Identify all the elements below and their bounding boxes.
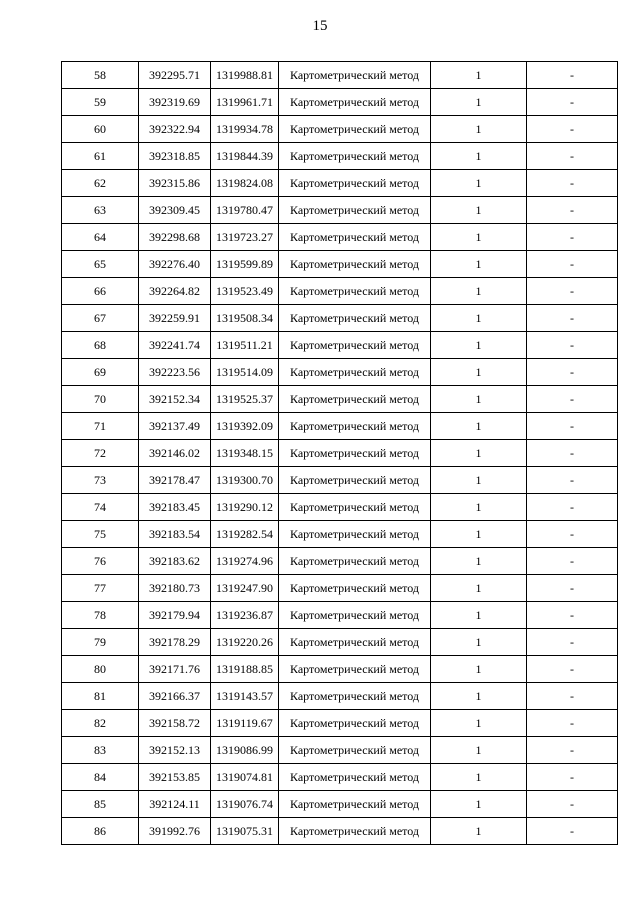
description-cell: - <box>527 89 618 116</box>
table-row <box>62 818 618 845</box>
x-coordinate-cell: 392158.72 <box>139 710 211 737</box>
x-coordinate-cell: 392315.86 <box>139 170 211 197</box>
table-row <box>62 143 618 170</box>
method-cell: Картометрический метод <box>279 278 431 305</box>
y-coordinate-cell: 1319282.54 <box>211 521 279 548</box>
point-number-cell: 75 <box>62 521 139 548</box>
description-cell: - <box>527 683 618 710</box>
description-cell: - <box>527 170 618 197</box>
table-row <box>62 251 618 278</box>
x-coordinate-cell: 392318.85 <box>139 143 211 170</box>
y-coordinate-cell: 1319220.26 <box>211 629 279 656</box>
accuracy-cell: 1 <box>431 629 527 656</box>
accuracy-cell: 1 <box>431 737 527 764</box>
page-number: 15 <box>312 18 328 34</box>
x-coordinate-cell: 392264.82 <box>139 278 211 305</box>
y-coordinate-cell: 1319119.67 <box>211 710 279 737</box>
point-number-cell: 63 <box>62 197 139 224</box>
method-cell: Картометрический метод <box>279 440 431 467</box>
description-cell: - <box>527 197 618 224</box>
point-number-cell: 77 <box>62 575 139 602</box>
y-coordinate-cell: 1319074.81 <box>211 764 279 791</box>
point-number-cell: 76 <box>62 548 139 575</box>
accuracy-cell: 1 <box>431 170 527 197</box>
method-cell: Картометрический метод <box>279 548 431 575</box>
description-cell: - <box>527 116 618 143</box>
y-coordinate-cell: 1319392.09 <box>211 413 279 440</box>
method-cell: Картометрический метод <box>279 737 431 764</box>
accuracy-cell: 1 <box>431 251 527 278</box>
description-cell: - <box>527 629 618 656</box>
table-row <box>62 440 618 467</box>
y-coordinate-cell: 1319508.34 <box>211 305 279 332</box>
table-row <box>62 359 618 386</box>
point-number-cell: 65 <box>62 251 139 278</box>
y-coordinate-cell: 1319525.37 <box>211 386 279 413</box>
description-cell: - <box>527 224 618 251</box>
x-coordinate-cell: 392166.37 <box>139 683 211 710</box>
x-coordinate-cell: 392223.56 <box>139 359 211 386</box>
point-number-cell: 82 <box>62 710 139 737</box>
y-coordinate-cell: 1319961.71 <box>211 89 279 116</box>
x-coordinate-cell: 392259.91 <box>139 305 211 332</box>
accuracy-cell: 1 <box>431 818 527 845</box>
method-cell: Картометрический метод <box>279 224 431 251</box>
description-cell: - <box>527 494 618 521</box>
point-number-cell: 74 <box>62 494 139 521</box>
method-cell: Картометрический метод <box>279 386 431 413</box>
table-row <box>62 575 618 602</box>
method-cell: Картометрический метод <box>279 818 431 845</box>
description-cell: - <box>527 575 618 602</box>
accuracy-cell: 1 <box>431 575 527 602</box>
y-coordinate-cell: 1319599.89 <box>211 251 279 278</box>
y-coordinate-cell: 1319247.90 <box>211 575 279 602</box>
y-coordinate-cell: 1319723.27 <box>211 224 279 251</box>
description-cell: - <box>527 710 618 737</box>
method-cell: Картометрический метод <box>279 467 431 494</box>
description-cell: - <box>527 737 618 764</box>
description-cell: - <box>527 548 618 575</box>
table-row <box>62 764 618 791</box>
x-coordinate-cell: 392322.94 <box>139 116 211 143</box>
y-coordinate-cell: 1319075.31 <box>211 818 279 845</box>
table-row <box>62 89 618 116</box>
x-coordinate-cell: 392146.02 <box>139 440 211 467</box>
x-coordinate-cell: 392153.85 <box>139 764 211 791</box>
x-coordinate-cell: 392152.34 <box>139 386 211 413</box>
coordinates-table <box>61 61 618 845</box>
method-cell: Картометрический метод <box>279 413 431 440</box>
accuracy-cell: 1 <box>431 710 527 737</box>
table-row <box>62 521 618 548</box>
y-coordinate-cell: 1319988.81 <box>211 62 279 89</box>
point-number-cell: 86 <box>62 818 139 845</box>
accuracy-cell: 1 <box>431 386 527 413</box>
y-coordinate-cell: 1319274.96 <box>211 548 279 575</box>
accuracy-cell: 1 <box>431 143 527 170</box>
x-coordinate-cell: 392152.13 <box>139 737 211 764</box>
description-cell: - <box>527 764 618 791</box>
accuracy-cell: 1 <box>431 413 527 440</box>
x-coordinate-cell: 392124.11 <box>139 791 211 818</box>
accuracy-cell: 1 <box>431 656 527 683</box>
accuracy-cell: 1 <box>431 197 527 224</box>
method-cell: Картометрический метод <box>279 683 431 710</box>
x-coordinate-cell: 392178.47 <box>139 467 211 494</box>
table-row <box>62 413 618 440</box>
x-coordinate-cell: 392171.76 <box>139 656 211 683</box>
description-cell: - <box>527 602 618 629</box>
method-cell: Картометрический метод <box>279 629 431 656</box>
method-cell: Картометрический метод <box>279 494 431 521</box>
method-cell: Картометрический метод <box>279 89 431 116</box>
method-cell: Картометрический метод <box>279 62 431 89</box>
description-cell: - <box>527 359 618 386</box>
point-number-cell: 83 <box>62 737 139 764</box>
accuracy-cell: 1 <box>431 332 527 359</box>
point-number-cell: 69 <box>62 359 139 386</box>
accuracy-cell: 1 <box>431 791 527 818</box>
y-coordinate-cell: 1319934.78 <box>211 116 279 143</box>
accuracy-cell: 1 <box>431 494 527 521</box>
y-coordinate-cell: 1319348.15 <box>211 440 279 467</box>
y-coordinate-cell: 1319236.87 <box>211 602 279 629</box>
method-cell: Картометрический метод <box>279 332 431 359</box>
y-coordinate-cell: 1319824.08 <box>211 170 279 197</box>
x-coordinate-cell: 392276.40 <box>139 251 211 278</box>
y-coordinate-cell: 1319780.47 <box>211 197 279 224</box>
table-row <box>62 548 618 575</box>
table-row <box>62 116 618 143</box>
accuracy-cell: 1 <box>431 359 527 386</box>
method-cell: Картометрический метод <box>279 143 431 170</box>
method-cell: Картометрический метод <box>279 602 431 629</box>
accuracy-cell: 1 <box>431 116 527 143</box>
description-cell: - <box>527 386 618 413</box>
table-row <box>62 683 618 710</box>
accuracy-cell: 1 <box>431 278 527 305</box>
point-number-cell: 68 <box>62 332 139 359</box>
x-coordinate-cell: 392298.68 <box>139 224 211 251</box>
description-cell: - <box>527 440 618 467</box>
accuracy-cell: 1 <box>431 467 527 494</box>
point-number-cell: 61 <box>62 143 139 170</box>
x-coordinate-cell: 392241.74 <box>139 332 211 359</box>
table-row <box>62 791 618 818</box>
x-coordinate-cell: 391992.76 <box>139 818 211 845</box>
method-cell: Картометрический метод <box>279 764 431 791</box>
x-coordinate-cell: 392137.49 <box>139 413 211 440</box>
point-number-cell: 59 <box>62 89 139 116</box>
point-number-cell: 64 <box>62 224 139 251</box>
y-coordinate-cell: 1319188.85 <box>211 656 279 683</box>
y-coordinate-cell: 1319290.12 <box>211 494 279 521</box>
accuracy-cell: 1 <box>431 602 527 629</box>
table-row <box>62 737 618 764</box>
description-cell: - <box>527 818 618 845</box>
table-row <box>62 332 618 359</box>
accuracy-cell: 1 <box>431 62 527 89</box>
x-coordinate-cell: 392295.71 <box>139 62 211 89</box>
table-row <box>62 467 618 494</box>
x-coordinate-cell: 392179.94 <box>139 602 211 629</box>
y-coordinate-cell: 1319143.57 <box>211 683 279 710</box>
point-number-cell: 80 <box>62 656 139 683</box>
y-coordinate-cell: 1319514.09 <box>211 359 279 386</box>
description-cell: - <box>527 62 618 89</box>
point-number-cell: 66 <box>62 278 139 305</box>
description-cell: - <box>527 656 618 683</box>
point-number-cell: 72 <box>62 440 139 467</box>
description-cell: - <box>527 305 618 332</box>
table-row <box>62 170 618 197</box>
method-cell: Картометрический метод <box>279 656 431 683</box>
accuracy-cell: 1 <box>431 764 527 791</box>
x-coordinate-cell: 392319.69 <box>139 89 211 116</box>
point-number-cell: 85 <box>62 791 139 818</box>
table-row <box>62 602 618 629</box>
description-cell: - <box>527 467 618 494</box>
description-cell: - <box>527 521 618 548</box>
y-coordinate-cell: 1319300.70 <box>211 467 279 494</box>
method-cell: Картометрический метод <box>279 251 431 278</box>
accuracy-cell: 1 <box>431 224 527 251</box>
description-cell: - <box>527 791 618 818</box>
point-number-cell: 67 <box>62 305 139 332</box>
description-cell: - <box>527 143 618 170</box>
description-cell: - <box>527 251 618 278</box>
point-number-cell: 71 <box>62 413 139 440</box>
description-cell: - <box>527 413 618 440</box>
table-row <box>62 386 618 413</box>
table-row <box>62 62 618 89</box>
description-cell: - <box>527 278 618 305</box>
point-number-cell: 78 <box>62 602 139 629</box>
method-cell: Картометрический метод <box>279 575 431 602</box>
method-cell: Картометрический метод <box>279 116 431 143</box>
accuracy-cell: 1 <box>431 548 527 575</box>
table-row <box>62 197 618 224</box>
method-cell: Картометрический метод <box>279 791 431 818</box>
point-number-cell: 58 <box>62 62 139 89</box>
y-coordinate-cell: 1319511.21 <box>211 332 279 359</box>
y-coordinate-cell: 1319086.99 <box>211 737 279 764</box>
x-coordinate-cell: 392183.45 <box>139 494 211 521</box>
point-number-cell: 60 <box>62 116 139 143</box>
method-cell: Картометрический метод <box>279 197 431 224</box>
point-number-cell: 81 <box>62 683 139 710</box>
x-coordinate-cell: 392309.45 <box>139 197 211 224</box>
description-cell: - <box>527 332 618 359</box>
point-number-cell: 62 <box>62 170 139 197</box>
x-coordinate-cell: 392183.54 <box>139 521 211 548</box>
table-row <box>62 494 618 521</box>
y-coordinate-cell: 1319844.39 <box>211 143 279 170</box>
table-row <box>62 629 618 656</box>
y-coordinate-cell: 1319076.74 <box>211 791 279 818</box>
x-coordinate-cell: 392180.73 <box>139 575 211 602</box>
y-coordinate-cell: 1319523.49 <box>211 278 279 305</box>
accuracy-cell: 1 <box>431 521 527 548</box>
x-coordinate-cell: 392178.29 <box>139 629 211 656</box>
method-cell: Картометрический метод <box>279 305 431 332</box>
point-number-cell: 84 <box>62 764 139 791</box>
method-cell: Картометрический метод <box>279 359 431 386</box>
table-row <box>62 656 618 683</box>
table-row <box>62 710 618 737</box>
method-cell: Картометрический метод <box>279 170 431 197</box>
accuracy-cell: 1 <box>431 89 527 116</box>
table-row <box>62 278 618 305</box>
table-row <box>62 224 618 251</box>
point-number-cell: 79 <box>62 629 139 656</box>
point-number-cell: 70 <box>62 386 139 413</box>
method-cell: Картометрический метод <box>279 710 431 737</box>
point-number-cell: 73 <box>62 467 139 494</box>
accuracy-cell: 1 <box>431 440 527 467</box>
table-row <box>62 305 618 332</box>
x-coordinate-cell: 392183.62 <box>139 548 211 575</box>
accuracy-cell: 1 <box>431 305 527 332</box>
method-cell: Картометрический метод <box>279 521 431 548</box>
accuracy-cell: 1 <box>431 683 527 710</box>
coordinates-table-body <box>62 62 618 845</box>
